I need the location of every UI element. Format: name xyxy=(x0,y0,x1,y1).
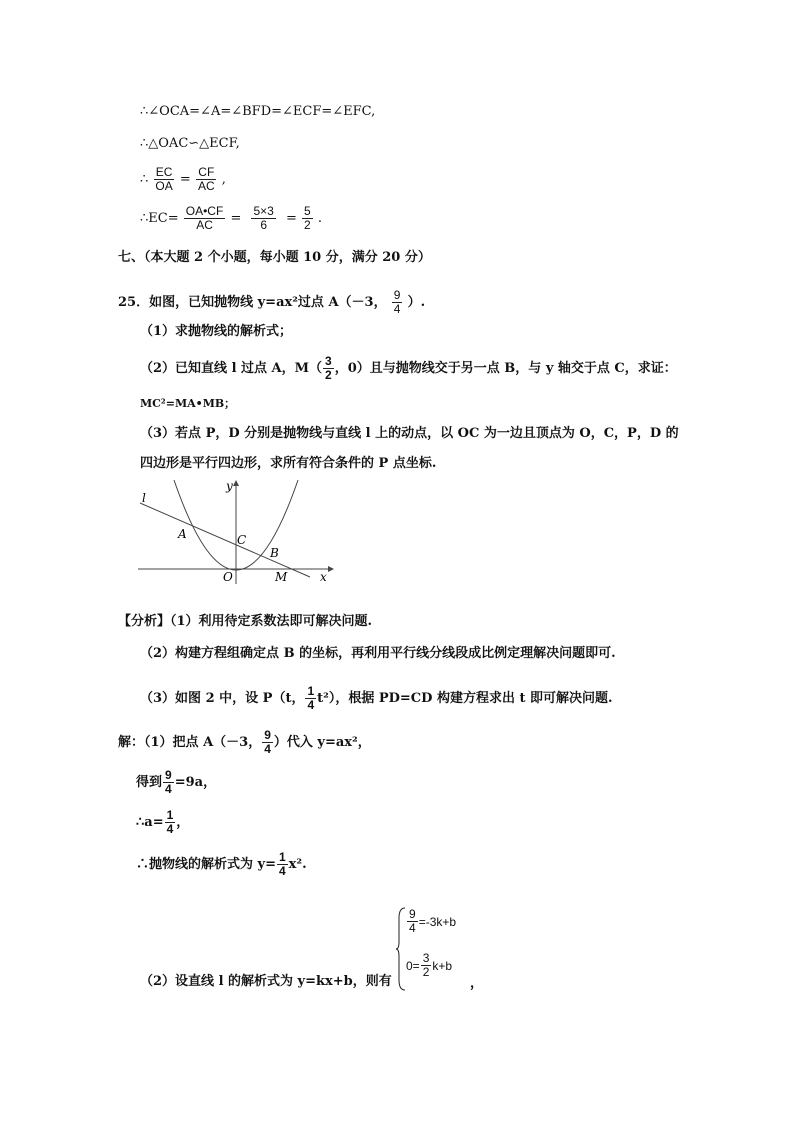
solution-4: ∴抛物线的解析式为 y= $\frac{1}{4}$ x². xyxy=(136,850,307,878)
label-c: C xyxy=(237,533,247,547)
solution-5: （2）设直线 l 的解析式为 y=kx+b，则有 xyxy=(140,974,392,989)
fraction-3-2: $\frac{3}{2}$ xyxy=(325,354,332,382)
section-title: 七、（本大题 2 个小题，每小题 10 分，满分 20 分） xyxy=(118,250,431,265)
proof-line-4: ∴EC= $\frac{OA•CF}{AC}$ = $\frac{5\times 3}{6}$ = $\frac{5}{2}$ . xyxy=(140,204,322,232)
proof-line-3: ∴ $\frac{EC}{OA}$ = $\frac{CF}{AC}$ , xyxy=(140,165,226,193)
analysis-2: （2）构建方程组确定点 B 的坐标，再利用平行线分线段成比例定理解决问题即可. xyxy=(140,646,616,661)
equation-2: 0= $\frac{3}{2}$ k+b xyxy=(406,951,453,979)
fraction-1-4-a: $\frac{1}{4}$ xyxy=(166,808,174,836)
proof-line-1: ∴∠OCA=∠A=∠BFD=∠ECF=∠EFC, xyxy=(140,104,376,119)
label-o: O xyxy=(223,570,233,584)
label-b: B xyxy=(270,546,279,560)
label-l: l xyxy=(142,491,146,505)
problem-statement: 25．如图，已知抛物线 y=ax²过点 A（－3， $\frac{9}{4}$ ）. xyxy=(118,288,426,316)
solution-2: 得到 $\frac{9}{4}$ =9a， xyxy=(136,768,217,796)
problem-part-2: （2）已知直线 l 过点 A，M（ $\frac{3}{2}$ ，0）且与抛物线交于另一点 B，与 y 轴交于点 C，求证： xyxy=(140,354,677,382)
fraction-5x3-6: $\frac{5\times 3}{6}$ xyxy=(253,204,274,232)
fraction-9-4: $\frac{9}{4}$ xyxy=(393,288,401,316)
fraction-9-4-eq: $\frac{9}{4}$ xyxy=(165,768,172,796)
fraction-oacf-ac: $\frac{OA•CF}{AC}$ xyxy=(185,204,224,232)
analysis-1: 【分析】（1）利用待定系数法即可解决问题. xyxy=(118,614,373,629)
fraction-5-2: $\frac{5}{2}$ xyxy=(304,204,311,232)
label-m: M xyxy=(275,570,288,584)
fraction-1-4: $\frac{1}{4}$ xyxy=(307,684,315,712)
fraction-1-4-y: $\frac{1}{4}$ xyxy=(278,850,286,878)
problem-part-2-cont: MC²=MA•MB； xyxy=(140,397,236,410)
analysis-3: （3）如图 2 中，设 P（t， $\frac{1}{4}$ t²），根据 PD=CD 构建方程求出 t 即可解决问题. xyxy=(140,684,613,712)
solution-1: 解：（1）把点 A（－3， $\frac{9}{4}$ ）代入 y=ax²， xyxy=(118,728,371,756)
problem-part-1: （1）求抛物线的解析式； xyxy=(140,324,293,339)
x-axis-arrow xyxy=(328,566,334,572)
problem-part-3: （3）若点 P，D 分别是抛物线与直线 l 上的动点，以 OC 为一边且顶点为 O，C，P，D 的 xyxy=(140,426,679,441)
label-y: y xyxy=(226,479,233,493)
proof-line-2: ∴△OAC∽△ECF, xyxy=(140,136,240,151)
label-x: x xyxy=(320,570,327,584)
y-axis-arrow xyxy=(233,480,239,486)
problem-part-3-cont: 四边形是平行四边形，求所有符合条件的 P 点坐标. xyxy=(140,456,437,471)
system-comma: ， xyxy=(470,976,484,991)
parabola-figure xyxy=(132,478,342,586)
solution-3: ∴a= $\frac{1}{4}$ ， xyxy=(136,808,190,836)
fraction-ec-oa: $\frac{EC}{OA}$ xyxy=(155,165,173,193)
label-a: A xyxy=(178,527,187,541)
fraction-9-4-sol: $\frac{9}{4}$ xyxy=(264,728,271,756)
fraction-cf-ac: $\frac{CF}{AC}$ xyxy=(197,165,215,193)
brace-icon xyxy=(396,906,406,992)
equation-1: $\frac{9}{4}$ =-3k+b xyxy=(409,907,457,935)
equation-system xyxy=(396,906,476,992)
